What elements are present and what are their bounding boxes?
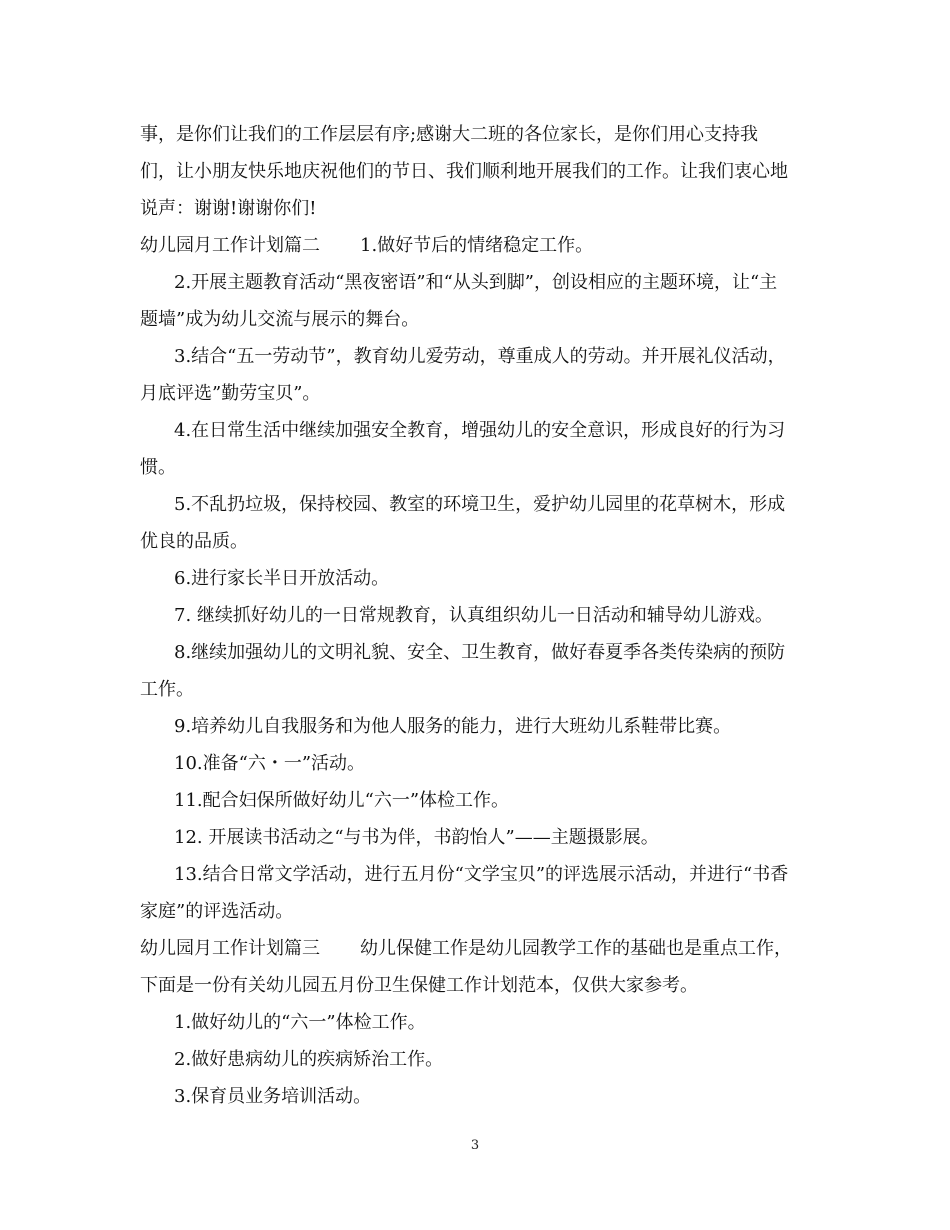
line-text: 说声：谢谢!谢谢你们! [140,198,317,219]
line-text: 11.配合妇保所做好幼儿“六一”体检工作。 [174,790,510,811]
text-line-27 [140,1078,812,1115]
text-line-18 [140,745,812,782]
line-text: 7. 继续抓好幼儿的一日常规教育，认真组织幼儿一日活动和辅导幼儿游戏。 [174,605,773,626]
text-line-22 [140,893,812,930]
line-text: 月底评选”勤劳宝贝”。 [140,383,321,404]
line-text: 惯。 [140,457,176,478]
line-text: 事，是你们让我们的工作层层有序;感谢大二班的各位家长，是你们用心支持我 [140,124,759,145]
text-line-11 [140,486,812,523]
line-text: 3.结合“五一劳动节”，教育幼儿爱劳动，尊重成人的劳动。并开展礼仪活动， [174,346,786,367]
page-number: 3 [470,1138,480,1153]
line-text: 2.开展主题教育活动“黑夜密语”和“从头到脚”，创设相应的主题环境，让“主 [174,272,778,293]
text-line-26 [140,1041,812,1078]
section-heading: 幼儿园月工作计划篇三 [140,938,320,959]
line-text: 12. 开展读书活动之“与书为伴，书韵怡人”——主题摄影展。 [174,827,659,848]
line-text: 5.不乱扔垃圾，保持校园、教室的环境卫生，爱护幼儿园里的花草树木，形成 [174,494,786,515]
line-text: 家庭”的评选活动。 [140,901,294,922]
line-text: 下面是一份有关幼儿园五月份卫生保健工作计划范本，仅供大家参考。 [140,975,698,996]
line-text: 1.做好幼儿的“六一”体检工作。 [174,1012,426,1033]
line-text: 3.保育员业务培训活动。 [174,1086,372,1107]
text-line-9 [140,412,812,449]
text-line-24 [140,967,812,1004]
text-line-13 [140,560,812,597]
text-line-5 [140,264,812,301]
line-text: 幼儿保健工作是幼儿园教学工作的基础也是重点工作， [360,938,792,959]
section-heading-line-2 [140,227,812,264]
line-text: 6.进行家长半日开放活动。 [174,568,390,589]
line-text: 1.做好节后的情绪稳定工作。 [360,235,594,256]
text-line-6 [140,301,812,338]
section-heading-line-3 [140,930,812,967]
line-text: 们，让小朋友快乐地庆祝他们的节日、我们顺利地开展我们的工作。让我们衷心地 [140,161,788,182]
line-text: 4.在日常生活中继续加强安全教育，增强幼儿的安全意识，形成良好的行为习 [174,420,786,441]
line-text: 9.培养幼儿自我服务和为他人服务的能力，进行大班幼儿系鞋带比赛。 [174,716,732,737]
text-line-20 [140,819,812,856]
section-heading: 幼儿园月工作计划篇二 [140,235,320,256]
text-line-14 [140,597,812,634]
line-text: 13.结合日常文学活动，进行五月份“文学宝贝”的评选展示活动，并进行“书香 [174,864,789,885]
text-line-25 [140,1004,812,1041]
text-line-7 [140,338,812,375]
line-text: 题墙”成为幼儿交流与展示的舞台。 [140,309,420,330]
text-line-3 [140,190,812,227]
line-text: 10.准备“六・一”活动。 [174,753,366,774]
text-line-17 [140,708,812,745]
text-line-1 [140,116,812,153]
text-line-15 [140,634,812,671]
text-line-19 [140,782,812,819]
text-line-16 [140,671,812,708]
text-line-2 [140,153,812,190]
text-line-12 [140,523,812,560]
line-text: 优良的品质。 [140,531,248,552]
document-body [140,116,812,1115]
line-text: 8.继续加强幼儿的文明礼貌、安全、卫生教育，做好春夏季各类传染病的预防 [174,642,786,663]
line-text: 2.做好患病幼儿的疾病矫治工作。 [174,1049,444,1070]
text-line-10 [140,449,812,486]
line-text: 工作。 [140,679,194,700]
text-line-21 [140,856,812,893]
text-line-8 [140,375,812,412]
